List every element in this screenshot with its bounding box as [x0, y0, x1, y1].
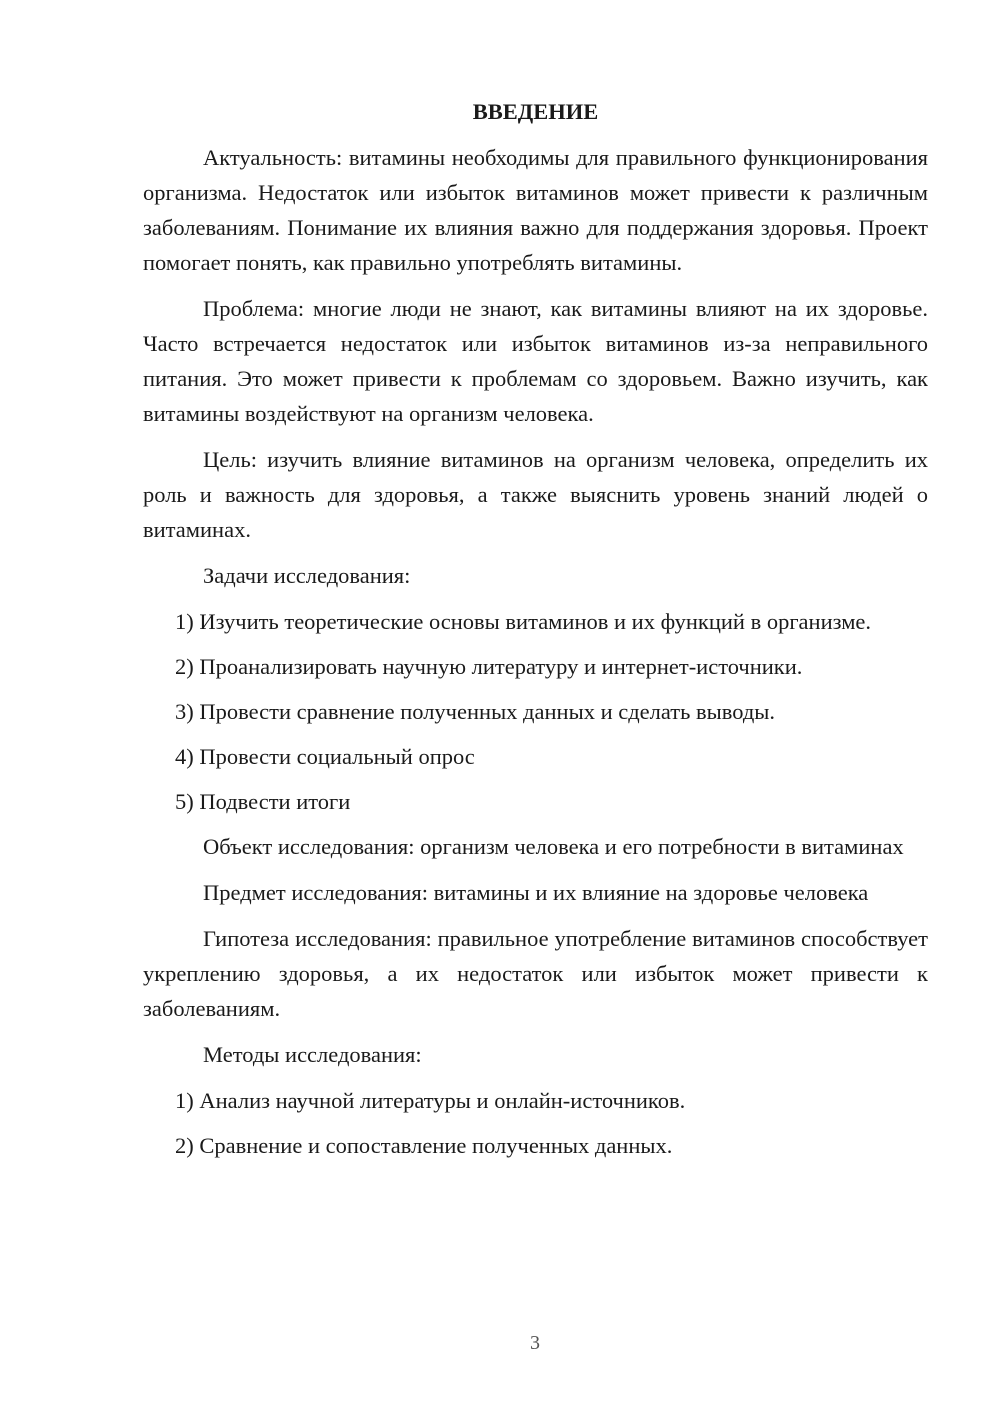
- subject-paragraph: Предмет исследования: витамины и их влияние на здоровье человека: [203, 880, 869, 905]
- tasks-heading: Задачи исследования:: [203, 563, 411, 588]
- section-title: ВВЕДЕНИЕ: [472, 99, 599, 124]
- task-item: 1) Изучить теоретические основы витаминов и их функций в организме.: [175, 609, 872, 634]
- page-number: 3: [530, 1332, 540, 1354]
- task-item: 5) Подвести итоги: [175, 789, 351, 814]
- method-item: 2) Сравнение и сопоставление полученных данных.: [175, 1133, 673, 1158]
- task-item: 2) Проанализировать научную литературу и интернет-источники.: [175, 654, 803, 679]
- task-item: 4) Провести социальный опрос: [175, 744, 475, 769]
- hypothesis-paragraph: Гипотеза исследования: правильное употребление витаминов способствует укреплению здоровья, а их недостаток или избыток может привести к заболеваниям.: [143, 926, 928, 1021]
- methods-heading: Методы исследования:: [203, 1042, 422, 1067]
- task-item: 3) Провести сравнение полученных данных и сделать выводы.: [175, 699, 776, 724]
- goal-paragraph: Цель: изучить влияние витаминов на организм человека, определить их роль и важность для здоровья, а также выяснить уровень знаний людей о витаминах.: [143, 447, 928, 542]
- object-paragraph: Объект исследования: организм человека и его потребности в витаминах: [203, 834, 904, 859]
- relevance-paragraph: Актуальность: витамины необходимы для правильного функционирования организма. Недостаток или избыток витаминов может привести к различным заболеваниям. Понимание их влияния важно для поддержания здоровья. Проект помогает понять, как правильно употреблять витамины.: [143, 145, 928, 275]
- document-page: [143, 94, 928, 1173]
- method-item: 1) Анализ научной литературы и онлайн-источников.: [175, 1088, 686, 1113]
- problem-paragraph: Проблема: многие люди не знают, как витамины влияют на их здоровье. Часто встречается недостаток или избыток витаминов из-за неправильного питания. Это может привести к проблемам со здоровьем. Важно изучить, как витамины воздействуют на организм человека.: [143, 296, 928, 426]
